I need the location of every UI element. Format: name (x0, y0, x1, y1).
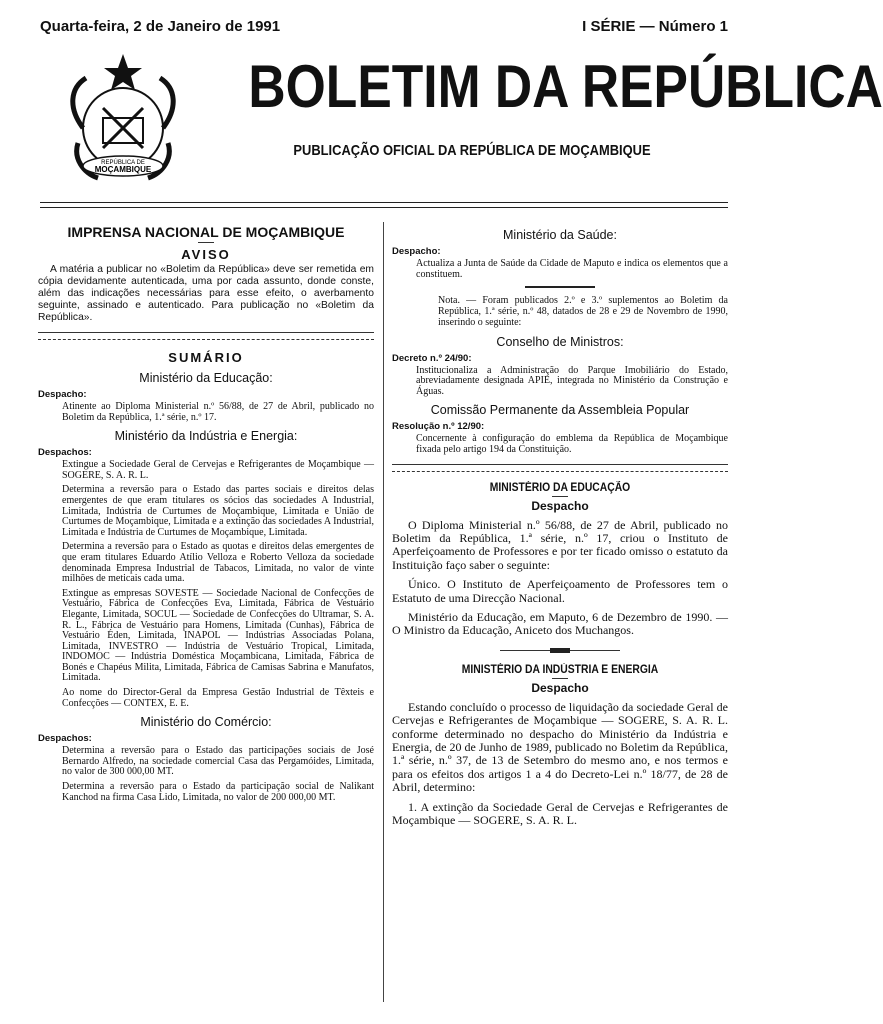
summary-item: Actualiza a Junta de Saúde da Cidade de Maputo e indica os elementos que a constituem. (416, 258, 728, 280)
body-paragraph: Único. O Instituto de Aperfeiçoamento de Professores tem o Estatuto de uma Direcção Nacional. (392, 577, 728, 605)
dash-rule (552, 678, 568, 679)
ornamental-rule (392, 464, 728, 472)
left-column (38, 222, 374, 807)
dash-rule (552, 496, 568, 497)
despacho-subheading: Despacho (531, 680, 589, 695)
aviso-text: A matéria a publicar no «Boletim da República» deve ser remetida em cópia devidamente autenticada, uma por cada assunto, donde conste, além das indicações necessárias para esse efeito, o averbamento seguinte, assinado e autenticado. Para publicação no «Boletim da República». (38, 264, 374, 323)
dash-rule (198, 242, 214, 243)
summary-item: Determina a reversão para o Estado das partes sociais e direitos delas emergentes de que eram titulares os sócios das sociedades A Industrial, Limitada, Indústria de Curtumes de Moçambique, Limitada e União de Curtumes de Moçambique, Limitada e a extinção das sociedades A Industrial, Limitada e Indústria de Curtumes de Moçambique, Limitada. (62, 484, 374, 538)
ministry-title: Conselho de Ministros: (496, 334, 624, 349)
summary-item: Atinente ao Diploma Ministerial n.º 56/88, de 27 de Abril, publicado no Boletim da República, 1.ª série, n.º 17. (62, 401, 374, 423)
despacho-label: Despacho: (392, 246, 441, 257)
nota-text: Nota. — Foram publicados 2.º e 3.º suplementos ao Boletim da República, 1.ª série, n.º 48, datados de 28 e 29 de Novembro de 1990, inserindo o seguinte: (438, 295, 728, 328)
newspaper-title: BOLETIM DA REPÚBLICA (248, 53, 883, 120)
despacho-label: Despacho: (38, 389, 87, 400)
section-heading-industria: MINISTÉRIO DA INDÚSTRIA E ENERGIA (461, 663, 659, 676)
issue-series: I SÉRIE — Número 1 (582, 18, 728, 35)
body-paragraph: O Diploma Ministerial n.º 56/88, de 27 de Abril, publicado no Boletim da República, 1.ª série, n.º 17, criou o Instituto de Aperfeiçoamento de Professores e por ter ficado omisso o estatuto da Instituição faço saber o seguinte: (392, 517, 728, 572)
decreto-label: Decreto n.º 24/90: (392, 352, 472, 364)
summary-item: Determina a reversão para o Estado das participações sociais de José Bernardo Alfredo, na sociedade comercial Casa das Pergamóides, Limitada, no valor de 300 000,00 MT. (62, 745, 374, 778)
summary-item: Extingue as empresas SOVESTE — Sociedade Nacional de Confecções de Vestuário, Fábrica de Confecções Eva, Limitada, Fábrica de Vestuário Elegante, Limitada, SOCUL — Sociedade de Confecções do Ultramar, S. A. R. L., Fábrica de Vestuário para Homens, Limitada (Cunhas), Fábrica de Vestuário Éden, Limitada, INAPOL — Indústrias Associadas Polana, Limitada, INVESTRO — Indústria de Vestuário Tropical, Limitada, INDOMOC — Indústria Doméstica Moçambicana, Limitada, Fábrica de Bonés e Chapéus Milita, Limitada, Fábrica de Camisas Sabrina e Manufatos, Limitada. (62, 587, 374, 684)
ministry-title: Ministério do Comércio: (140, 715, 272, 730)
despacho-label: Despachos: (38, 733, 92, 745)
sumario-heading: SUMÁRIO (168, 350, 244, 365)
emblem-text-bottom: MOÇAMBIQUE (94, 165, 152, 174)
short-rule (525, 286, 595, 288)
header-rule-thin (40, 207, 728, 208)
ministry-title: Ministério da Saúde: (503, 228, 617, 242)
summary-item: Ao nome do Director-Geral da Empresa Gestão Industrial de Têxteis e Confecções — CONTEX, E. E. (62, 687, 374, 709)
aviso-heading: AVISO (181, 247, 231, 262)
summary-item: Concernente à configuração do emblema da República de Moçambique fixada pelo artigo 194 da Constituição. (416, 433, 728, 455)
issue-date: Quarta-feira, 2 de Janeiro de 1991 (40, 18, 281, 35)
body-paragraph: Estando concluído o processo de liquidação da sociedade Geral de Cervejas e Refrigerantes de Moçambique — SOGERE, S. A. R. L. conforme determinado no despacho do Ministério da Indústria e Energia, de 20 de Junho de 1989, publicado no Boletim da República, 1.ª série, n.º 37, de 13 de Setembro do mesmo ano, e nos termos e para os efeitos dos artigos 1 a 4 do Decreto-Lei n.º 18/77, de 28 de Abril, determino: (392, 699, 728, 795)
ministry-title: Ministério da Educação: (139, 371, 273, 385)
imprensa-heading: IMPRENSA NACIONAL DE MOÇAMBIQUE (67, 224, 345, 240)
right-column (392, 222, 728, 833)
section-heading-educacao: MINISTÉRIO DA EDUCAÇÃO (489, 481, 631, 494)
top-bar (40, 18, 728, 40)
summary-item: Determina a reversão para o Estado da participação social de Nalikant Kanchod na firma Casa Lido, Limitada, no valor de 200 000,00 MT. (62, 781, 374, 803)
ornamental-rule (38, 332, 374, 340)
ministry-title: Comissão Permanente da Assembleia Popular (430, 403, 690, 418)
body-paragraph: 1. A extinção da Sociedade Geral de Cervejas e Refrigerantes de Moçambique — SOGERE, S. A. R. L. (392, 799, 728, 828)
newspaper-subtitle: PUBLICAÇÃO OFICIAL DA REPÚBLICA DE MOÇAMBIQUE (293, 142, 651, 159)
summary-item: Institucionaliza a Administração do Parque Imobiliário do Estado, abreviadamente designada APIE, integrada no Ministério da Construção e Águas. (416, 364, 728, 397)
body-paragraph: Ministério da Educação, em Maputo, 6 de Dezembro de 1990. — O Ministro da Educação, Aniceto dos Muchangos. (392, 609, 728, 638)
despacho-label: Despachos: (38, 447, 92, 459)
despacho-subheading: Despacho (531, 498, 589, 513)
mozambique-emblem-icon (48, 48, 198, 198)
masthead (212, 52, 883, 159)
column-divider (383, 222, 384, 1002)
summary-item: Determina a reversão para o Estado as quotas e direitos delas emergentes de que eram titulares Eduardo Atílio Velloza e Roberto Velloza da sociedade denominada Empresa Industrial de Tabacos, Limitada, no valor de vinte milhões de meticais cada uma. (62, 541, 374, 585)
summary-item: Extingue a Sociedade Geral de Cervejas e Refrigerantes de Moçambique — SOGERE, S. A. R. L. (62, 459, 374, 481)
header-rule (40, 202, 728, 203)
ministry-title: Ministério da Indústria e Energia: (114, 429, 298, 444)
emblem-text-top: REPÚBLICA DE (101, 160, 145, 166)
ornament-divider (500, 648, 620, 654)
resolucao-label: Resolução n.º 12/90: (392, 421, 485, 433)
